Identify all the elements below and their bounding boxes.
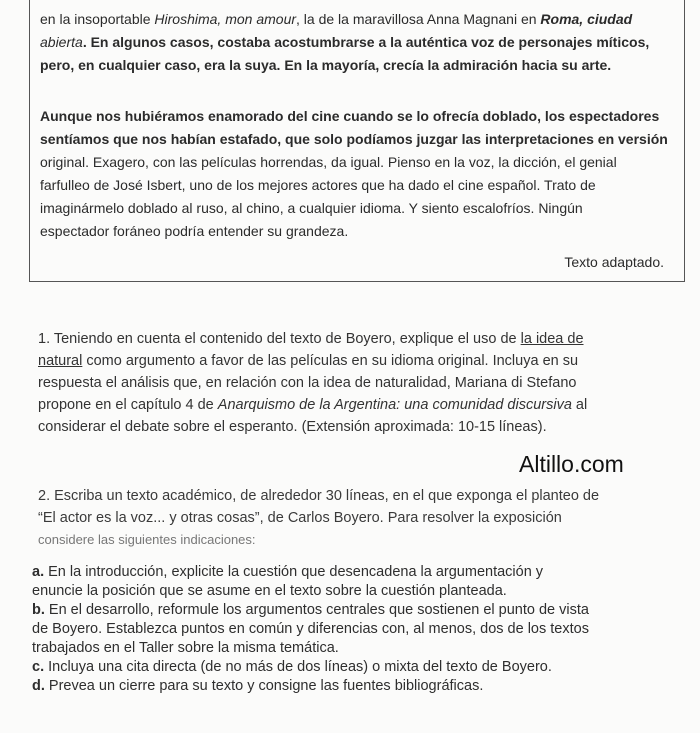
text-run: , la de la maravillosa Anna Magnani en [296, 11, 541, 27]
text-line: sentíamos que nos habían estafado, que solo podíamos juzgar las interpretaciones en versión [40, 131, 668, 147]
question-1 [38, 328, 662, 438]
text-line: “El actor es la voz... y otras cosas”, de Carlos Boyero. Para resolver la exposición [38, 510, 562, 526]
list-marker: c. [32, 659, 45, 675]
text-run: En el desarrollo, reformule los argumentos centrales que sostienen el punto de vista [44, 602, 589, 618]
source-note: Texto adaptado. [564, 254, 664, 270]
text-line: de Boyero. Establezca puntos en común y diferencias con, al menos, dos de los textos [32, 621, 589, 637]
text-line: original. Exagero, con las películas horrendas, da igual. Pienso en la voz, la dicción, el genial [40, 154, 617, 170]
question-2 [38, 485, 662, 551]
film-title: Hiroshima, mon amour [154, 11, 297, 27]
list-marker: a. [32, 564, 45, 580]
text-line [38, 328, 662, 350]
text-run: Prevea un cierre para su texto y consigne las fuentes bibliográficas. [44, 678, 484, 694]
text-line [38, 394, 662, 416]
text-line: considerar el debate sobre el esperanto. (Extensión aproximada: 10-15 líneas). [38, 419, 547, 435]
text-run: en la insoportable [40, 11, 155, 27]
excerpt-paragraph-1 [40, 8, 672, 77]
film-title: abierta [40, 34, 83, 50]
text-line: farfulleo de José Isbert, uno de los mejores actores que ha dado el cine español. Trato de [40, 177, 596, 193]
film-title: Roma, ciudad [540, 11, 633, 27]
text-run: propone en el capítulo 4 de [38, 397, 218, 413]
text-run: . En algunos casos, costaba acostumbrarse a la auténtica voz de personajes míticos, [82, 34, 650, 50]
text-run: como argumento a favor de las películas en su idioma original. Incluya en su [82, 353, 579, 369]
text-line: respuesta el análisis que, en relación con la idea de naturalidad, Mariana di Stefano [38, 375, 577, 391]
text-line: trabajados en el Taller sobre la misma temática. [32, 640, 339, 656]
text-line: Aunque nos hubiéramos enamorado del cine cuando se lo ofrecía doblado, los espectadores [40, 108, 660, 124]
underlined-phrase: la idea de [520, 331, 584, 347]
underlined-phrase: natural [38, 353, 83, 369]
list-item [32, 563, 672, 582]
text-line: considere las siguientes indicaciones: [38, 532, 256, 547]
text-line [40, 8, 672, 31]
text-run: 1. Teniendo en cuenta el contenido del texto de Boyero, explique el uso de [38, 331, 521, 347]
list-item [32, 677, 672, 696]
text-line: imaginármelo doblado al ruso, al chino, a cualquier idioma. Y siento escalofríos. Ningún [40, 200, 583, 216]
text-line: enuncie la posición que se asume en el texto sobre la cuestión planteada. [32, 583, 507, 599]
list-item [32, 601, 672, 620]
watermark-brand: Altillo.com [519, 451, 624, 477]
book-title: Anarquismo de la Argentina: una comunidad discursiva [217, 397, 572, 413]
text-run: En la introducción, explicite la cuestión que desencadena la argumentación y [44, 564, 544, 580]
text-line [38, 350, 662, 372]
text-line [40, 54, 672, 77]
list-marker: b. [32, 602, 45, 618]
list-item [32, 658, 672, 677]
text-line: espectador foráneo podría entender su grandeza. [40, 223, 349, 239]
text-run: al [571, 397, 588, 413]
text-line: 2. Escriba un texto académico, de alrededor 30 líneas, en el que exponga el planteo de [38, 488, 600, 504]
excerpt-paragraph-2 [40, 105, 672, 243]
text-line [40, 31, 672, 54]
text-run: Incluya una cita directa (de no más de dos líneas) o mixta del texto de Boyero. [44, 659, 552, 675]
text-run: pero, en cualquier caso, era la suya. En la mayoría, crecía la admiración hacia su arte. [40, 57, 612, 73]
indications-list [32, 563, 672, 696]
list-marker: d. [32, 678, 45, 694]
